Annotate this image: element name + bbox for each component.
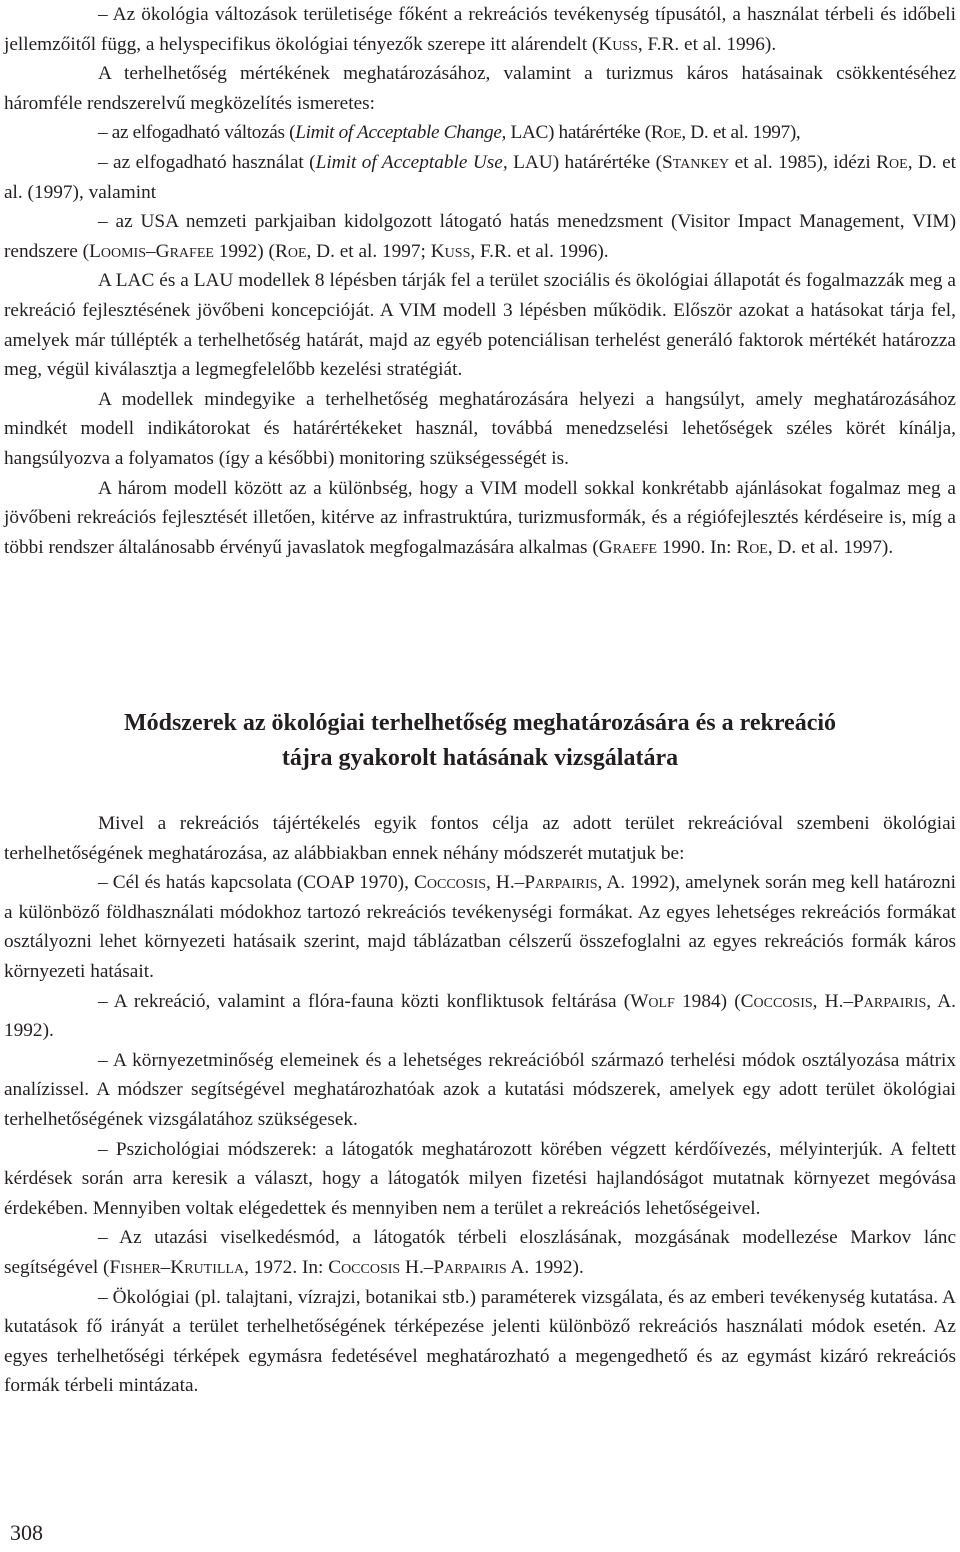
citation-author: Parpairis	[524, 872, 598, 894]
list-item-psychological: – Pszichológiai módszerek: a látogatók meghatározott körében végzett kérdőívezés, mélyinterjúk. A feltett kérdések során arra keresik a választ, hogy a látogatók milyen fizetési hajlandóságot mutatnak környezet megóvása érdekében. Mennyiben voltak elégedettek és mennyiben nem a terület a rekreációs lehetőségeivel.	[4, 1138, 956, 1219]
citation-author: Kuss	[598, 33, 638, 55]
citation-author: Graefe	[598, 536, 658, 558]
paragraph-carrying-capacity-approaches: A terhelhetőség mértékének meghatározásához, valamint a turizmus káros hatásainak csökkentéséhez háromféle rendszerelvű megközelítés ismeretes:	[4, 63, 956, 114]
citation-author: Roe	[736, 536, 768, 558]
citation-author: Coccosis	[740, 990, 813, 1012]
list-item-vim: – az USA nemzeti parkjaiban kidolgozott látogató hatás menedzsment (Visitor Impact Management, VIM) rendszere (Loomis–Grafee 1992) (Roe, D. et al. 1997; Kuss, F.R. et al. 1996).	[4, 211, 956, 262]
citation-author: Loomis	[89, 240, 147, 262]
paragraph-methods-intro: Mivel a rekreációs tájértékelés egyik fontos célja az adott terület rekreációval szembeni ökológiai terhelhetőségének meghatározása, az alábbiakban ennek néhány módszerét mutatjuk be:	[4, 813, 956, 864]
citation-author: Wolf	[630, 990, 675, 1012]
citation-author: Parpairis	[433, 1256, 507, 1278]
citation-author: Krutilla	[170, 1256, 245, 1278]
citation-author: Roe	[274, 240, 307, 262]
citation-author: Stankey	[662, 151, 730, 173]
section-heading-line-2: tájra gyakorolt hatásának vizsgálatára	[281, 745, 679, 771]
paragraph-models-emphasis: A modellek mindegyike a terhelhetőség meghatározására helyezi a hangsúlyt, amely meghatározásához mindkét modell indikátorokat és határértékeket használ, továbbá menedzselési lehetőségek széles körét kínálja, hangsúlyozva a folyamatos (így a későbbi) monitoring szükségességét is.	[4, 388, 956, 469]
paragraph-ecology-changes: – Az ökológia változások területisége főként a rekreációs tevékenység típusától, a használat térbeli és időbeli jellemzőitől függ, a helyspecifikus ökológiai tényezők szerepe itt alárendelt (Kuss, F.R. et al. 1996).	[4, 4, 956, 55]
list-item-markov: – Az utazási viselkedésmód, a látogatók térbeli eloszlásának, mozgásának modellezése Markov lánc segítségével (Fisher–Krutilla, 1972. In: Coccosis H.–Parpairis A. 1992).	[4, 1227, 956, 1278]
citation-author: Roe	[650, 122, 682, 144]
list-item-flora-fauna: – A rekreáció, valamint a flóra-fauna közti konfliktusok feltárása (Wolf 1984) (Coccosis, H.–Parpairis, A. 1992).	[4, 990, 956, 1042]
citation-author: Coccosis	[414, 872, 487, 894]
citation-author: Parpairis	[853, 990, 927, 1012]
citation-author: Fisher	[109, 1256, 161, 1278]
page-number: 308	[10, 1520, 43, 1545]
citation-author: Roe	[876, 151, 908, 173]
paragraph-models-difference: A három modell között az a különbség, hogy a VIM modell sokkal konkrétabb ajánlásokat fogalmaz meg a jövőbeni rekreációs fejlesztését illetően, kitérve az infrastruktúra, turizmusformák, és a régiófejlesztés kérdéseire is, míg a többi rendszer általánosabb érvényű javaslatok megfogalmazására alkalmas (Graefe 1990. In: Roe, D. et al. 1997).	[4, 477, 956, 558]
text-block-top	[4, 0, 956, 562]
list-item-matrix-analysis: – A környezetminőség elemeinek és a lehetséges rekreációból származó terhelési módok osztályozása mátrix analízissel. A módszer segítségével meghatározhatóak azok a kutatási módszerek, amelyek egy adott terület ökológiai terhelhetőségének vizsgálatához szükségesek.	[4, 1049, 956, 1130]
paragraph-lac-lau-vim: A LAC és a LAU modellek 8 lépésben tárják fel a terület szociális és ökológiai állapotát és fogalmazzák meg a rekreáció fejlesztésének jövőbeni koncepcióját. A VIM modell 3 lépésben működik. Először azokat a hatásokat tárja fel, amelyek már túllépték a terhelhetőség határát, majd az egyéb potenciálisan terhelést generáló faktorok mértékét határozza meg, végül kiválasztja a legmegfelelőbb kezelési stratégiát.	[4, 270, 956, 381]
list-item-lac: – az elfogadható változás (Limit of Acceptable Change, LAC) határértéke (Roe, D. et al. 1997),	[98, 122, 801, 144]
citation-author: Coccosis	[328, 1256, 401, 1278]
text-block-bottom	[4, 809, 956, 1401]
list-item-coap: – Cél és hatás kapcsolata (COAP 1970), Coccosis, H.–Parpairis, A. 1992), amelynek során meg kell határozni a különböző földhasználati módokhoz tartozó rekreációs tevékenységi formákat. Az egyes lehetséges rekreációs formákat osztályozni lehet környezeti hatásaik szerint, majd táblázatban célszerű összefoglalni az egyes rekreációs formák káros környezeti hatásait.	[4, 872, 956, 982]
list-item-lau: – az elfogadható használat (Limit of Acceptable Use, LAU) határértéke (Stankey et al. 1985), idézi Roe, D. et al. (1997), valamint	[4, 151, 957, 203]
section-heading	[4, 706, 956, 776]
section-heading-line-1: Módszerek az ökológiai terhelhetőség meghatározására és a rekreáció	[123, 710, 837, 736]
list-item-ecological-parameters: – Ökológiai (pl. talajtani, vízrajzi, botanikai stb.) paraméterek vizsgálata, és az emberi tevékenység kutatása. A kutatások fő irányát a terület terhelhetőségének térképezése jelenti különböző rekreációs használati módok esetén. Az egyes terhelhetőségi térképek egymásra fedetésével meghatározható a megengedhető és az egymást kizáró rekreációs formák térbeli mintázata.	[4, 1286, 956, 1397]
citation-author: Kuss	[430, 240, 471, 262]
citation-author: Grafee	[155, 240, 214, 262]
